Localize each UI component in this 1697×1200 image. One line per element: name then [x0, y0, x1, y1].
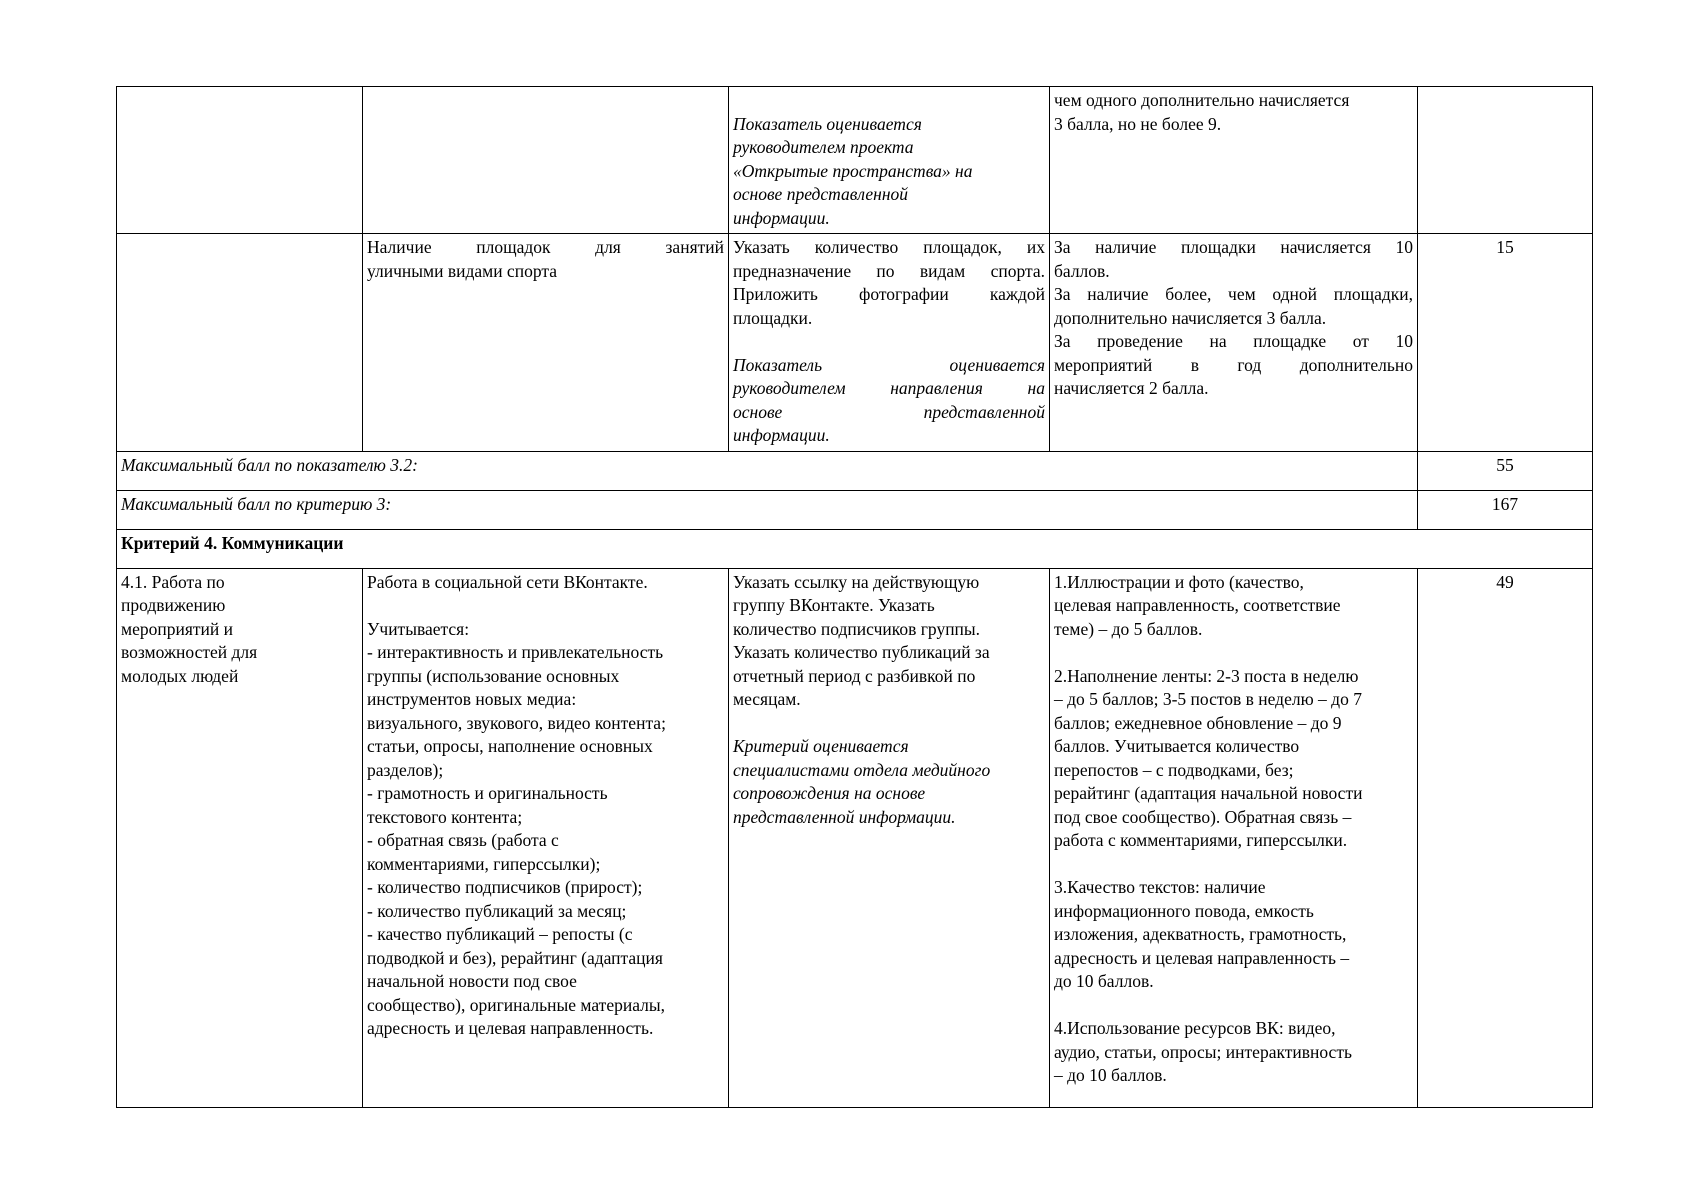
criteria-table	[116, 86, 1593, 1108]
text-line: работа с комментариями, гиперссылки.	[1054, 830, 1348, 850]
table-row	[117, 451, 1593, 490]
text-line: баллов.	[1054, 260, 1110, 281]
text-line: перепостов – с подводками, без;	[1054, 759, 1294, 780]
score-value: 55	[1496, 454, 1514, 475]
text-line: основе представленной	[733, 401, 1045, 422]
table-row	[117, 529, 1593, 568]
text-line: 2.Наполнение ленты: 2-3 поста в неделю	[1054, 665, 1359, 686]
text-line: мероприятий и	[121, 618, 233, 639]
text-line: адресность и целевая направленность.	[367, 1018, 654, 1038]
max-score-label: Максимальный балл по показателю 3.2:	[121, 454, 418, 475]
text-line: Указать количество площадок, их	[733, 237, 1045, 257]
cell-scoring	[1050, 87, 1418, 234]
text-line: информации.	[733, 207, 830, 228]
text-line: уличными видами спорта	[367, 260, 557, 281]
cell-indicator	[363, 568, 729, 1107]
text-line: «Открытые пространства» на	[733, 160, 973, 181]
table-row	[117, 490, 1593, 529]
text-line: - количество публикаций за месяц;	[367, 900, 627, 921]
text-line: 1.Иллюстрации и фото (качество,	[1054, 571, 1304, 592]
cell-section-empty	[117, 87, 363, 234]
text-line: 3 балла, но не более 9.	[1054, 113, 1222, 134]
text-line: основе представленной	[733, 184, 909, 204]
text-line: дополнительно начисляется 3 балла.	[1054, 307, 1327, 328]
text-line: 3.Качество текстов: наличие	[1054, 877, 1266, 897]
text-line: теме) – до 5 баллов.	[1054, 618, 1203, 639]
cell-score	[1418, 490, 1593, 529]
text-line: группу ВКонтакте. Указать	[733, 595, 935, 615]
text-line: целевая направленность, соответствие	[1054, 595, 1341, 615]
criterion-heading: Критерий 4. Коммуникации	[121, 532, 344, 553]
text-line: молодых людей	[121, 665, 239, 686]
text-line: Критерий оценивается	[733, 736, 909, 756]
text-line: Показатель оценивается	[733, 354, 1045, 375]
score-value: 49	[1496, 571, 1514, 592]
cell-score	[1418, 568, 1593, 1107]
text-line: 4.Использование ресурсов ВК: видео,	[1054, 1018, 1336, 1038]
cell-section	[117, 568, 363, 1107]
text-line: предназначение по видам спорта.	[733, 260, 1045, 281]
cell-requirement	[729, 568, 1050, 1107]
text-line: отчетный период с разбивкой по	[733, 665, 976, 686]
table-row	[117, 568, 1593, 1107]
score-value: 167	[1491, 493, 1519, 514]
cell-summary-label	[117, 490, 1418, 529]
text-line: месяцам.	[733, 689, 801, 709]
text-line: руководителем проекта	[733, 137, 914, 157]
text-line: чем одного дополнительно начисляется	[1054, 90, 1350, 110]
text-line: баллов; ежедневное обновление – до 9	[1054, 712, 1342, 733]
text-line: изложения, адекватность, грамотность,	[1054, 924, 1347, 944]
text-line: руководителем направления на	[733, 378, 1045, 398]
cell-scoring	[1050, 234, 1418, 452]
score-value: 15	[1496, 237, 1514, 257]
text-line: возможностей для	[121, 642, 258, 662]
text-line: площадки.	[733, 307, 813, 328]
text-line: до 10 баллов.	[1054, 971, 1154, 991]
text-line: визуального, звукового, видео контента;	[367, 712, 666, 733]
text-line: разделов);	[367, 759, 444, 780]
text-line: - качество публикаций – репосты (с	[367, 924, 633, 944]
cell-indicator	[363, 234, 729, 452]
text-line: Указать количество публикаций за	[733, 642, 990, 662]
text-line: начальной новости под свое	[367, 971, 577, 991]
cell-score	[1418, 451, 1593, 490]
max-score-label: Максимальный балл по критерию 3:	[121, 493, 392, 514]
text-line: статьи, опросы, наполнение основных	[367, 736, 653, 756]
text-line: мероприятий в год дополнительно	[1054, 354, 1413, 375]
text-line: – до 10 баллов.	[1054, 1065, 1167, 1085]
table-row	[117, 234, 1593, 452]
text-line: - количество подписчиков (прирост);	[367, 877, 643, 897]
cell-score	[1418, 234, 1593, 452]
text-line: сообщество), оригинальные материалы,	[367, 994, 665, 1015]
text-line: информации.	[733, 425, 830, 445]
cell-summary-label	[117, 451, 1418, 490]
text-line: За проведение на площадке от 10	[1054, 331, 1413, 351]
text-line: - обратная связь (работа с	[367, 830, 559, 850]
text-line: - грамотность и оригинальность	[367, 783, 608, 803]
cell-criterion-heading	[117, 529, 1593, 568]
text-line: инструментов новых медиа:	[367, 689, 577, 709]
cell-score-empty	[1418, 87, 1593, 234]
text-line: продвижению	[121, 595, 226, 615]
text-line: За наличие площадки начисляется 10	[1054, 237, 1413, 257]
text-line: начисляется 2 балла.	[1054, 378, 1209, 398]
text-line: За наличие более, чем одной площадки,	[1054, 284, 1413, 304]
cell-section-empty	[117, 234, 363, 452]
cell-requirement	[729, 234, 1050, 452]
text-line: специалистами отдела медийного	[733, 759, 991, 780]
cell-requirement	[729, 87, 1050, 234]
text-line: Показатель оценивается	[733, 113, 922, 134]
text-line: количество подписчиков группы.	[733, 618, 981, 639]
text-line: сопровождения на основе	[733, 783, 926, 803]
text-line: Наличие площадок для занятий	[367, 237, 724, 257]
text-line: 4.1. Работа по	[121, 571, 225, 592]
text-line: комментариями, гиперссылки);	[367, 853, 601, 874]
text-line: – до 5 баллов; 3-5 постов в неделю – до 7	[1054, 689, 1362, 709]
text-line: текстового контента;	[367, 806, 523, 827]
text-line: Приложить фотографии каждой	[733, 284, 1045, 304]
text-line: Указать ссылку на действующую	[733, 571, 980, 592]
text-line: подводкой и без), рерайтинг (адаптация	[367, 947, 663, 968]
table-row	[117, 87, 1593, 234]
text-line: группы (использование основных	[367, 665, 620, 686]
cell-indicator-empty	[363, 87, 729, 234]
text-line: - интерактивность и привлекательность	[367, 642, 664, 662]
cell-scoring	[1050, 568, 1418, 1107]
text-line: под свое сообщество). Обратная связь –	[1054, 806, 1352, 827]
text-line: баллов. Учитывается количество	[1054, 736, 1300, 756]
text-line: аудио, статьи, опросы; интерактивность	[1054, 1041, 1352, 1062]
text-line: информационного повода, емкость	[1054, 900, 1314, 921]
text-line: Работа в социальной сети ВКонтакте.	[367, 571, 648, 592]
text-line: представленной информации.	[733, 806, 956, 827]
text-line: Учитывается:	[367, 618, 470, 639]
text-line: рерайтинг (адаптация начальной новости	[1054, 783, 1363, 803]
text-line: адресность и целевая направленность –	[1054, 947, 1350, 968]
